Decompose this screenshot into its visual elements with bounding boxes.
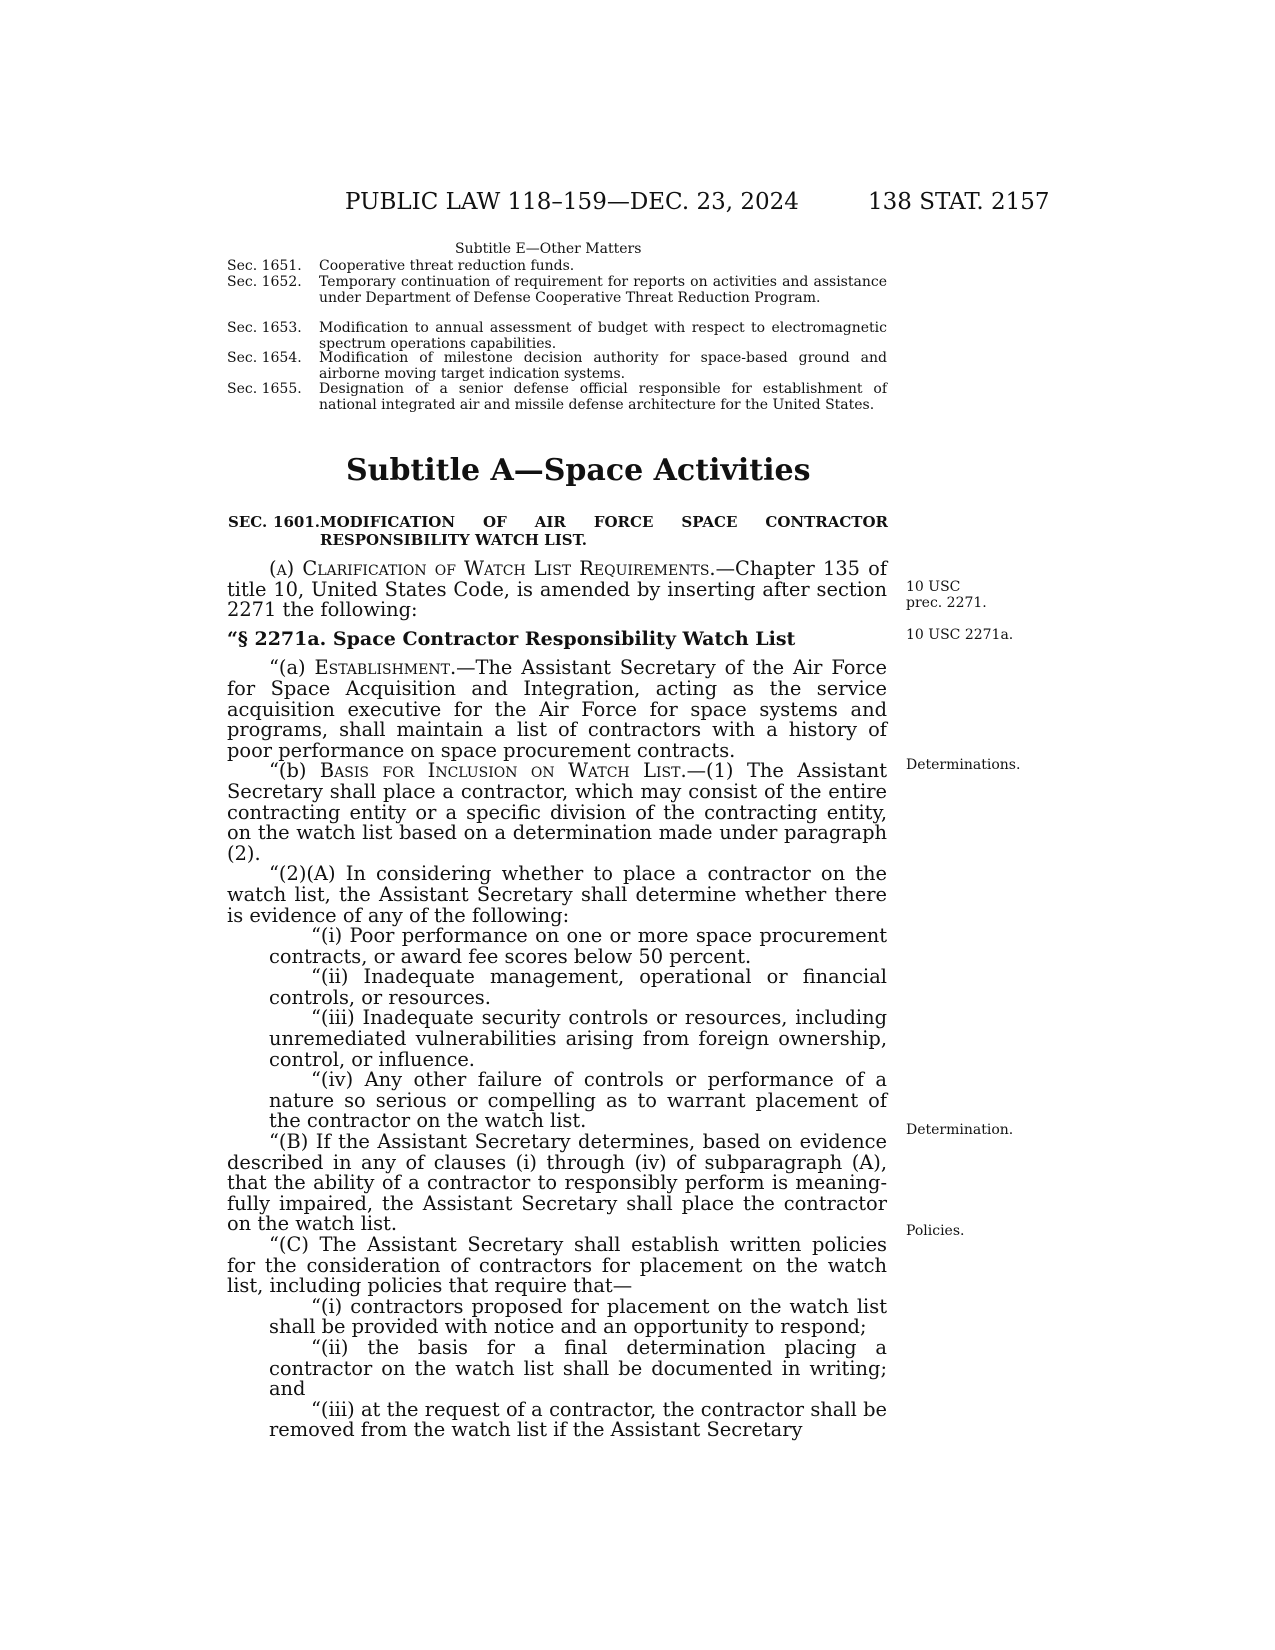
paragraph-2a: “(2)(A) In considering whether to place a contractor on the watch list, the Assistant Secretary shall determine whether there is evidence of any of the following:	[227, 862, 887, 927]
toc-section-number: Sec. 1654.	[227, 350, 302, 366]
section-heading	[228, 514, 888, 549]
paragraph-heading: Basis for Inclusion on Watch List.	[319, 759, 687, 783]
clause-ii: “(ii) Inadequate management, operational or financial controls, or resources.	[269, 965, 887, 1009]
running-header-left: PUBLIC LAW 118–159—DEC. 23, 2024	[345, 189, 799, 215]
toc-section-title: Modification to annual assessment of budget with respect to electromagnetic spectrum operations capabilities.	[319, 320, 887, 353]
section-title-line-1: MODIFICATION OF AIR FORCE SPACE CONTRACTOR	[320, 513, 888, 531]
clause-iv: “(iv) Any other failure of controls or performance of a nature so serious or compelling as to warrant placement of the contractor on the watch list.	[269, 1068, 887, 1133]
toc-item	[227, 350, 887, 383]
margin-note-line: 10 USC	[906, 579, 961, 595]
margin-note-line: prec. 2271.	[906, 595, 987, 611]
toc-item	[227, 274, 887, 307]
toc-section-title: Cooperative threat reduction funds.	[319, 258, 575, 274]
toc-item	[227, 381, 887, 414]
toc-section-title: Designation of a senior defense official responsible for establishment of national integrated air and missile defense architecture for the United States.	[319, 381, 887, 414]
paragraph-heading: (a) Clarification of Watch List Requirements.	[269, 557, 716, 580]
paragraph-text: —The Assistant Secretary of the Air Force for Space Acquisition and Integration, acting as the service acquisition executive for the Air Force for space systems and programs, shall maintain a list of contractors with a history of poor performance on space procurement contracts.	[227, 656, 887, 762]
subtitle-heading: Subtitle A—Space Activities	[346, 453, 811, 488]
section-title-line-2: RESPONSIBILITY WATCH LIST.	[320, 530, 588, 549]
margin-note-policies: Policies.	[906, 1223, 965, 1239]
toc-item	[227, 258, 887, 274]
toc-section-number: Sec. 1652.	[227, 274, 302, 290]
margin-note-usc-prec	[906, 579, 987, 611]
paragraph-text: —(1) The Assistant Secretary shall place a contractor, which may consist of the entire contracting entity or a specific division of the contracting entity, on the watch list based on a determination made under paragraph (2).	[227, 759, 887, 865]
paragraph-heading: Establishment.	[314, 656, 457, 680]
paragraph-basis-for-inclusion	[227, 761, 887, 864]
toc-section-title: Temporary continuation of requirement for reports on activities and assistance under Department of Defense Cooperative Threat Reduction Program.	[319, 274, 887, 307]
subparagraph-b: “(B) If the Assistant Secretary determines, based on evidence described in any of clauses (i) through (iv) of subparagraph (A), that the ability of a contractor to responsibly perform is meaningfully impaired, the Assistant Secretary shall place the contractor on the watch list.	[227, 1130, 887, 1236]
paragraph-establishment	[227, 658, 887, 761]
margin-note-usc-2271a: 10 USC 2271a.	[906, 627, 1014, 643]
paragraph-label: “(b)	[269, 759, 320, 783]
paragraph-a	[227, 559, 887, 621]
running-header-page-number: 138 STAT. 2157	[868, 189, 1050, 215]
clause-i: “(i) Poor performance on one or more space procurement contracts, or award fee scores below 50 percent.	[269, 924, 887, 968]
paragraph-label: “(a)	[269, 656, 315, 680]
subparagraph-c: “(C) The Assistant Secretary shall establish written policies for the consideration of contractors for placement on the watch list, including policies that require that—	[227, 1233, 887, 1298]
policy-clause-iii: “(iii) at the request of a contractor, the contractor shall be removed from the watch list if the Assistant Secretary	[269, 1397, 887, 1442]
toc-subtitle-heading: Subtitle E—Other Matters	[455, 241, 642, 257]
paragraph-text: —Chapter 135 of title 10, United States Code, is amended by inserting after section 2271 the following:	[227, 557, 887, 622]
toc-section-number: Sec. 1655.	[227, 381, 302, 397]
toc-item	[227, 320, 887, 353]
toc-section-number: Sec. 1651.	[227, 258, 302, 274]
clause-iii: “(iii) Inadequate security controls or resources, including unremediated vulnerabilities arising from foreign ownership, control, or influence.	[269, 1006, 887, 1071]
toc-section-title: Modification of milestone decision authority for space-based ground and airborne moving target indication systems.	[319, 350, 887, 383]
margin-note-determinations: Determinations.	[906, 757, 1021, 773]
code-section-title: “§ 2271a. Space Contractor Responsibility Watch List	[227, 627, 796, 650]
policy-clause-i: “(i) contractors proposed for placement on the watch list shall be provided with notice and an opportunity to respond;	[269, 1294, 887, 1339]
policy-clause-ii: “(ii) the basis for a final determination placing a contractor on the watch list shall be documented in writing; and	[269, 1335, 887, 1401]
section-body	[227, 559, 887, 1441]
toc-section-number: Sec. 1653.	[227, 320, 302, 336]
section-number: SEC. 1601.	[228, 513, 320, 531]
margin-note-determination: Determination.	[906, 1122, 1014, 1138]
